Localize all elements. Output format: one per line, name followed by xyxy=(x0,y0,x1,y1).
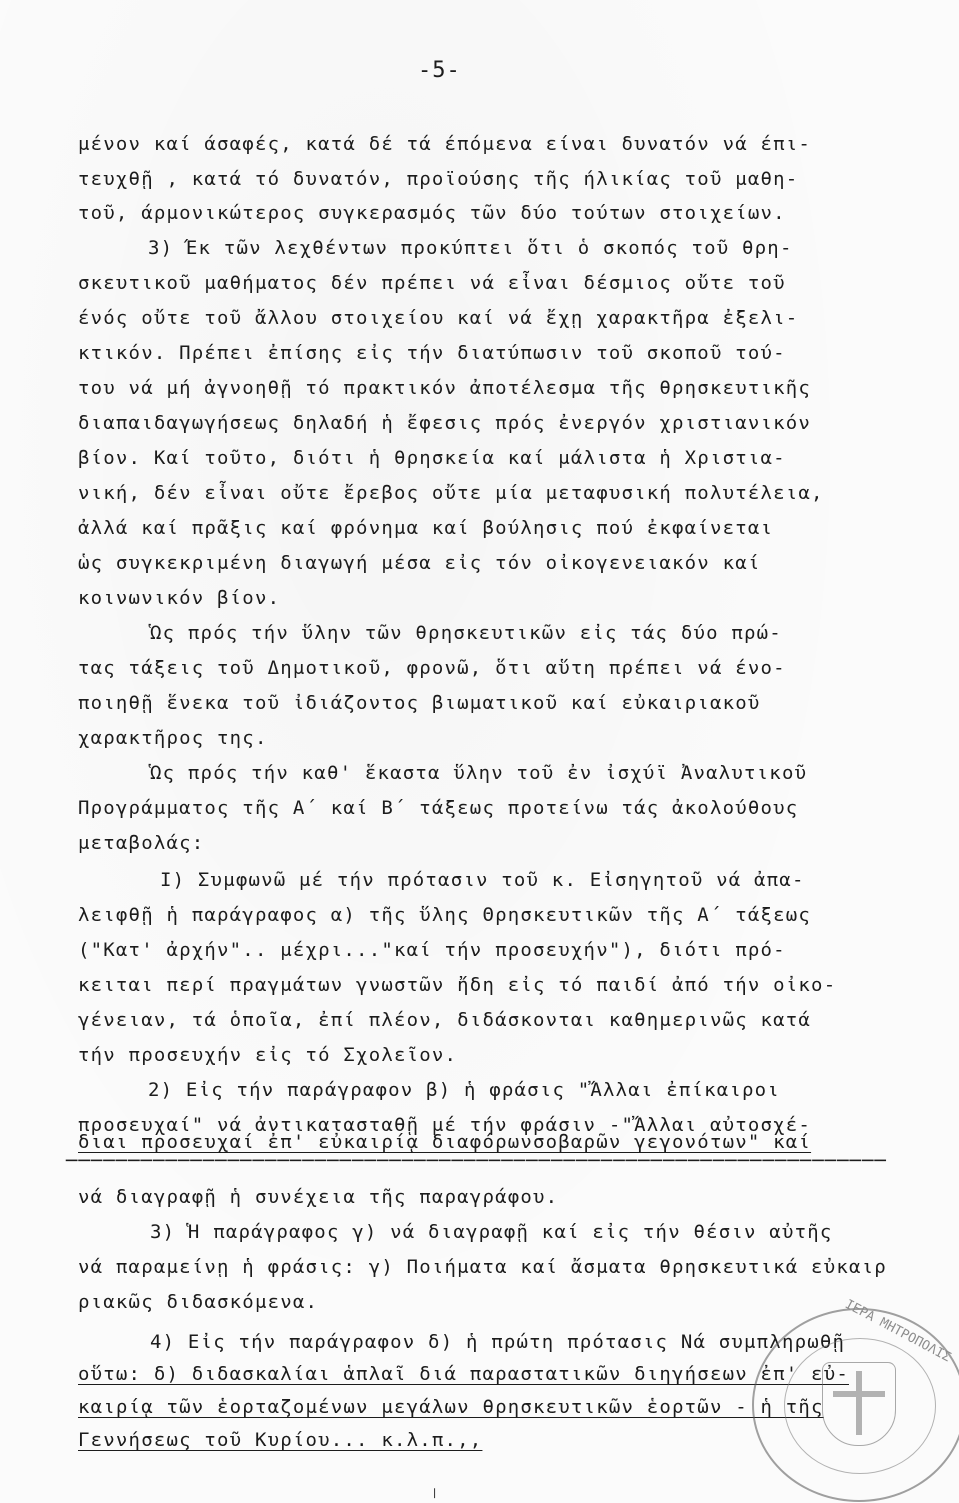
text-line: 3) Έκ τῶν λεχθέντων προκύπτει ὅτι ὁ σκοπός τοῦ θρη- xyxy=(148,237,793,259)
crest-icon xyxy=(822,1362,896,1446)
text-line: σκευτικοῦ μαθήματος δέν πρέπει νά εἶναι δέσμιος οὔτε τοῦ xyxy=(78,272,786,294)
text-line: Γεννήσεως τοῦ Κυρίου... κ.λ.π.,, xyxy=(78,1429,483,1451)
text-line: Ὡς πρός τήν ὕλην τῶν θρησκευτικῶν εἰς τάς δύο πρώ- xyxy=(150,622,782,644)
text-line: τευχθῇ , κατά τό δυνατόν, προϊούσης τῆς ήλικίας τοῦ μαθη- xyxy=(78,168,799,190)
text-line: Προγράμματος τῆς Α΄ καί Β΄ τάξεως προτείνω τάς ἀκολούθους xyxy=(78,797,799,819)
text-line: τοῦ, άρμονικώτερος συγκερασμός τῶν δύο τούτων στοιχείων. xyxy=(78,202,786,224)
text-line: κτικόν. Πρέπει ἐπίσης εἰς τήν διατύπωσιν τοῦ σκοποῦ τού- xyxy=(78,342,786,364)
text-line: ὡς συγκεκριμένη διαγωγή μέσα εἰς τόν οἰκογενειακόν καί xyxy=(78,552,761,574)
text-line: ἀλλά καί πρᾶξις καί φρόνημα καί βούλησις πού ἐκφαίνεται xyxy=(78,517,774,539)
text-line: κοινωνικόν βίον. xyxy=(78,587,281,609)
text-line: του νά μή ἀγνοηθῇ τό πρακτικόν ἀποτέλεσμα τῆς θρησκευτικῆς xyxy=(78,377,812,399)
text-line: 4) Εἰς τήν παράγραφον δ) ἡ πρώτη πρότασις Νά συμπληρωθῇ xyxy=(150,1331,846,1353)
official-stamp xyxy=(752,1296,959,1502)
text-line: οὕτω: δ) διδασκαλίαι ἁπλαῖ διά παραστατικῶν διηγήσεων ἐπ' εὐ- xyxy=(78,1363,849,1385)
text-line: χαρακτῆρος της. xyxy=(78,727,268,749)
cross-bar xyxy=(833,1391,885,1397)
text-line: τας τάξεις τοῦ Δημοτικοῦ, φρονῶ, ὅτι αὕτη πρέπει νά ένο- xyxy=(78,657,786,679)
text-line: ένός οὔτε τοῦ ἄλλου στοιχείου καί νά ἔχῃ χαρακτῆρα ἐξελι- xyxy=(78,307,799,329)
text-line: λειφθῇ ἡ παράγραφος α) τῆς ὕλης Θρησκευτικῶν τῆς Α΄ τάξεως xyxy=(78,904,812,926)
text-line: ποιηθῇ ἕνεκα τοῦ ἰδιάζοντος βιωματικοῦ καί εὐκαιριακοῦ xyxy=(78,692,761,714)
page-number: -5- xyxy=(418,58,461,83)
text-line: νά διαγραφῇ ἡ συνέχεια τῆς παραγράφου. xyxy=(78,1186,559,1208)
text-line: διαπαιδαγωγήσεως δηλαδή ἡ ἔφεσις πρός ἐνεργόν χριστιανικόν xyxy=(78,412,812,434)
text-line: κειται περί πραγμάτων γνωστῶν ἤδη εἰς τό παιδί ἀπό τήν οἰκο- xyxy=(78,974,837,996)
dash-rule: ────────────────────────────────────────────────────────────────── xyxy=(66,1150,887,1172)
text-line: τήν προσευχήν εἰς τό Σχολεῖον. xyxy=(78,1044,458,1066)
text-line: προσευχαί" νά ἀντικατασταθῇ μέ τήν φράσιν -"Ἄλλαι αὐτοσχέ- xyxy=(78,1114,812,1136)
text-line: Ι) Συμφωνῶ μέ τήν πρότασιν τοῦ κ. Εἰσηγητοῦ νά ἀπα- xyxy=(160,869,805,891)
text-line: διαι προσευχαί ἐπ' εὐκαιρίᾳ διαφόρωνσοβαρῶν γεγονότων" καί xyxy=(78,1131,812,1153)
text-line: καιρίᾳ τῶν ἑορταζομένων μεγάλων θρησκευτικῶν ἑορτῶν - ἡ τῆς xyxy=(78,1396,824,1418)
text-line: μένον καί άσαφές, κατά δέ τά έπόμενα είναι δυνατόν νά έπι- xyxy=(78,133,812,155)
ink-mark: ᛧ xyxy=(428,1478,442,1503)
text-line: 3) Ἡ παράγραφος γ) νά διαγραφῇ καί εἰς τήν θέσιν αὐτῆς xyxy=(150,1221,833,1243)
stamp-text: ΙΕΡΑ ΜΗΤΡΟΠΟΛΙΣ xyxy=(842,1296,954,1366)
text-line: Ὡς πρός τήν καθ' ἕκαστα ὕλην τοῦ ἐν ἰσχύϊ Ἀναλυτικοῦ xyxy=(150,762,808,784)
text-line: ριακῶς διδασκόμενα. xyxy=(78,1291,319,1313)
text-line: ("Κατ' ἀρχήν".. μέχρι..."καί τήν προσευχήν"), διότι πρό- xyxy=(78,939,786,961)
text-line: μεταβολάς: xyxy=(78,832,205,854)
text-line: νά παραμείνῃ ἡ φράσις: γ) Ποιήματα καί ἄσματα θρησκευτικά εὐκαιρ xyxy=(78,1256,887,1278)
text-line: γένειαν, τά ὁποῖα, ἐπί πλέον, διδάσκονται καθημερινῶς κατά xyxy=(78,1009,812,1031)
cross-icon xyxy=(856,1371,862,1435)
text-line: νική, δέν εἶναι οὔτε ἔρεβος οὔτε μία μεταφυσική πολυτέλεια, xyxy=(78,482,824,504)
text-line: βίον. Καί τοῦτο, διότι ἡ θρησκεία καί μάλιστα ἡ Χριστια- xyxy=(78,447,786,469)
text-line: 2) Εἰς τήν παράγραφον β) ἡ φράσις "Ἄλλαι ἐπίκαιροι xyxy=(148,1079,780,1101)
